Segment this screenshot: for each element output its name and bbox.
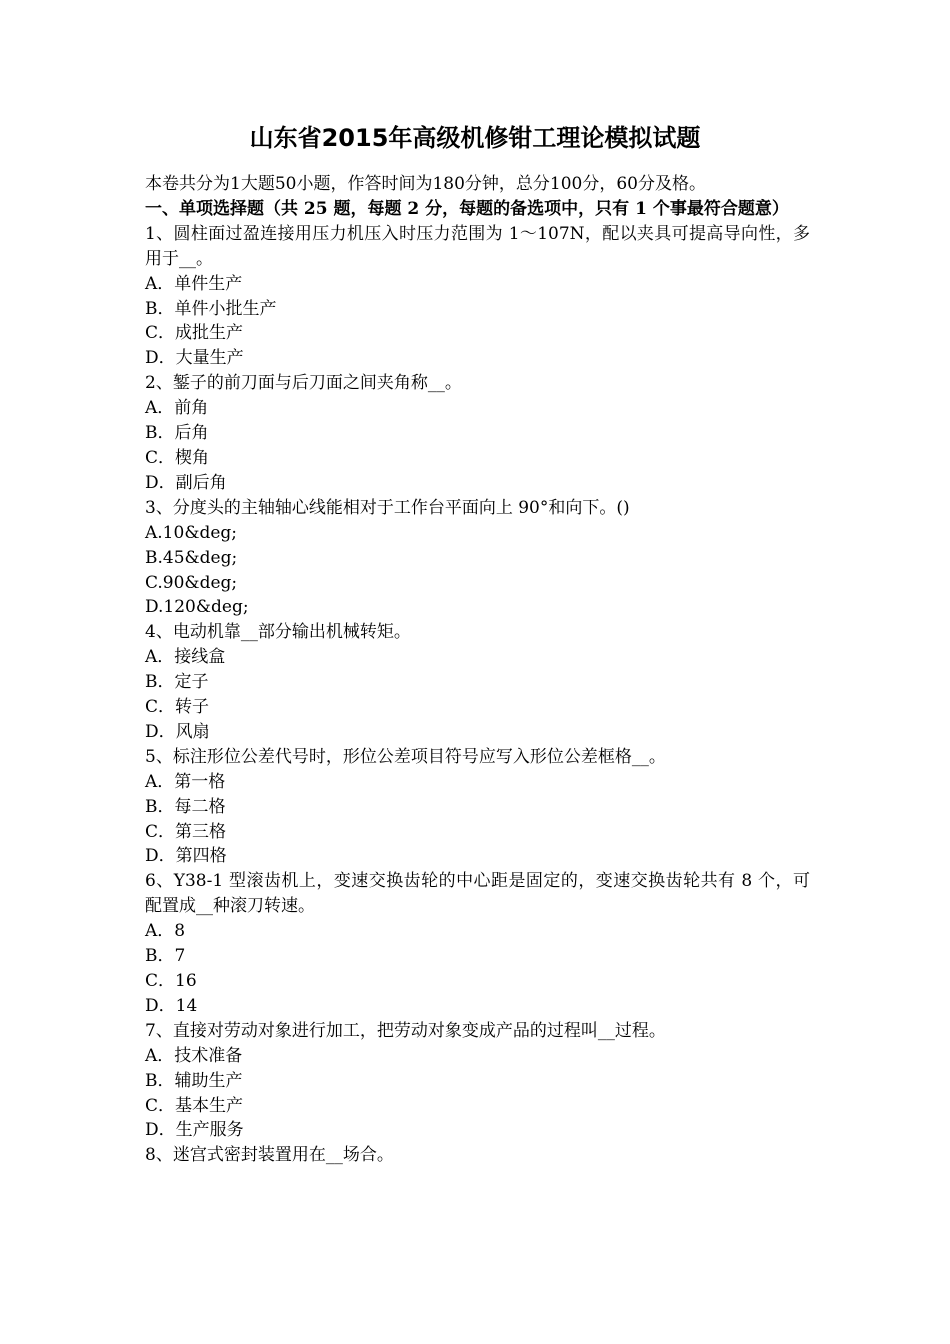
option-b: B．后角: [145, 423, 209, 444]
question-stem: 4、电动机靠__部分输出机械转矩。: [145, 622, 411, 643]
question-stem: 8、迷宫式密封装置用在__场合。: [145, 1145, 394, 1166]
option-c: C．楔角: [145, 447, 210, 468]
option-d: D．生产服务: [145, 1120, 244, 1141]
option-a: A．技术准备: [145, 1045, 243, 1066]
section-heading: 一、单项选择题（共 25 题，每题 2 分，每题的备选项中，只有 1 个事最符合题意）: [145, 198, 789, 219]
question-4: [145, 620, 810, 745]
question-stem: 1、圆柱面过盈连接用压力机压入时压力范围为 1～107N，配以夹具可提高导向性，多用于__。: [145, 223, 810, 269]
option-d: D．大量生产: [145, 348, 244, 369]
question-stem: 7、直接对劳动对象进行加工，把劳动对象变成产品的过程叫__过程。: [145, 1020, 666, 1041]
option-c: C．基本生产: [145, 1095, 244, 1116]
option-b: B．单件小批生产: [145, 298, 277, 319]
exam-intro: 本卷共分为1大题50小题，作答时间为180分钟，总分100分，60分及格。: [145, 174, 706, 194]
question-1: [145, 222, 810, 371]
question-stem: 3、分度头的主轴轴心线能相对于工作台平面向上 90°和向下。(): [145, 497, 630, 518]
option-d: D.120&deg;: [145, 597, 249, 618]
option-d: D．副后角: [145, 472, 227, 493]
option-a: A.10&deg;: [145, 522, 237, 543]
option-d: D．14: [145, 995, 198, 1016]
option-c: C.90&deg;: [145, 572, 238, 593]
question-stem: 5、标注形位公差代号时，形位公差项目符号应写入形位公差框格__。: [145, 746, 666, 767]
option-b: B．辅助生产: [145, 1070, 243, 1091]
question-2: [145, 371, 810, 496]
question-3: [145, 496, 810, 621]
option-a: A．单件生产: [145, 273, 243, 294]
option-a: A．前角: [145, 398, 209, 419]
question-7: [145, 1019, 810, 1144]
question-stem: 6、Y38-1 型滚齿机上，变速交换齿轮的中心距是固定的，变速交换齿轮共有 8 个，可配置成__种滚刀转速。: [145, 871, 810, 917]
document-title: 山东省2015年高级机修钳工理论模拟试题: [249, 124, 701, 152]
option-c: C．16: [145, 971, 197, 991]
option-c: C．第三格: [145, 821, 227, 842]
option-b: B．每二格: [145, 796, 226, 817]
option-a: A．第一格: [145, 771, 226, 792]
question-stem: 2、錾子的前刀面与后刀面之间夹角称__。: [145, 373, 462, 394]
option-d: D．第四格: [145, 846, 227, 867]
question-5: [145, 745, 810, 870]
option-a: A．接线盒: [145, 647, 226, 668]
document-body: [145, 172, 810, 1168]
option-c: C．成批生产: [145, 323, 244, 344]
option-a: A．8: [145, 921, 186, 942]
question-8: [145, 1143, 810, 1168]
question-6: [145, 869, 810, 1018]
option-c: C．转子: [145, 697, 210, 718]
option-b: B.45&deg;: [145, 547, 238, 568]
option-b: B．定子: [145, 672, 209, 693]
option-d: D．风扇: [145, 721, 210, 742]
option-b: B．7: [145, 946, 186, 967]
